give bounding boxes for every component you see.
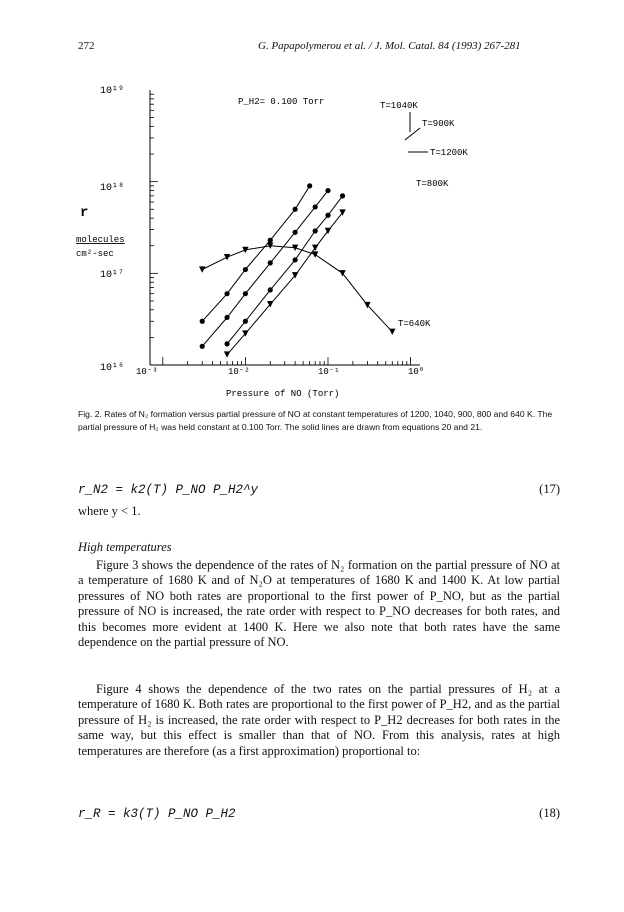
data-point [224, 254, 230, 260]
y-tick-label: 10¹⁷ [100, 270, 125, 281]
section-heading: High temperatures [78, 540, 172, 554]
data-point [307, 183, 312, 188]
data-point [243, 319, 248, 324]
page-number: 272 [78, 40, 95, 52]
data-point [340, 193, 345, 198]
data-point [313, 228, 318, 233]
figure-caption: Fig. 2. Rates of N₂ formation versus partial pressure of NO at constant temperatures of 1200, 1040, 900, 800 and 640 K. The partial pressure of H₂ was held constant at 0.100 Torr. The solid lines are drawn from equations 20 and 21. [78, 409, 553, 432]
data-point [268, 287, 273, 292]
x-tick-label: 10⁰ [408, 367, 425, 377]
equation-18 [78, 806, 560, 821]
equation-number: (18) [539, 806, 560, 820]
series-label: T=1040K [380, 101, 418, 111]
equation-text: r_R = k3(T) P_NO P_H2 [78, 807, 236, 821]
annotation-arrow [405, 128, 420, 140]
series-label: T=900K [422, 119, 455, 129]
data-point [224, 315, 229, 320]
y-axis-label-bottom: cm²-sec [76, 249, 114, 259]
data-point [268, 238, 273, 243]
data-point [268, 260, 273, 265]
x-axis-label: Pressure of NO (Torr) [226, 389, 340, 399]
y-axis-symbol: r [80, 205, 89, 221]
x-tick-label: 10⁻² [228, 367, 250, 377]
data-point [293, 257, 298, 262]
data-point [312, 251, 318, 257]
equation-17 [78, 482, 560, 497]
x-tick-label: 10⁻³ [136, 367, 158, 377]
series-line [202, 186, 310, 321]
series-label: T=1200K [430, 148, 468, 158]
y-tick-label: 10¹⁶ [100, 363, 125, 374]
data-point [224, 351, 230, 357]
series-label: T=640K [398, 319, 431, 329]
y-axis-label-top: molecules [76, 235, 125, 245]
data-point [293, 207, 298, 212]
paragraph-text: Figure 4 shows the dependence of the two rates on the partial pressures of H₂ at a temperature of 1680 K. Both rates are proportional to the first power of P_H2, and as the partial pressure of H₂ is increased, the rate order with respect to P_H2 decreases for both rates in the same way, but this effect is smaller than that of NO. From this analysis, rates at high temperatures are therefore (as a first approximation) proportional to: [78, 682, 560, 758]
figure-chart [70, 80, 570, 400]
data-point [389, 329, 395, 335]
condition-label: P_H2= 0.100 Torr [238, 97, 325, 107]
data-point [293, 230, 298, 235]
paragraph [78, 682, 560, 759]
y-tick-label: 10¹⁸ [100, 183, 125, 194]
data-point [200, 344, 205, 349]
data-point [199, 266, 205, 272]
data-point [243, 291, 248, 296]
running-title: G. Papapolymerou et al. / J. Mol. Catal. 84 (1993) 267-281 [258, 40, 521, 52]
data-point [224, 341, 229, 346]
where-text: where y < 1. [78, 504, 141, 518]
y-tick-label: 10¹⁹ [100, 86, 125, 97]
plot-area [150, 90, 420, 365]
data-point [243, 267, 248, 272]
equation-text: r_N2 = k2(T) P_NO P_H2^y [78, 483, 259, 497]
data-point [200, 319, 205, 324]
series-line [202, 191, 328, 347]
data-point [325, 188, 330, 193]
paragraph-text: Figure 3 shows the dependence of the rates of N₂ formation on the partial pressure of NO at a temperature of 1680 K and of N₂O at temperatures of 1680 K and 1400 K. At low partial pressures of NO both rates are proportional to the first power of P_NO, but as the partial pressure of NO is increased, the rate order with respect to P_NO decreases for both rates, and this becomes more evident at 1400 K. Here we also note that both rates have the same dependence on the partial pressure of NO. [78, 558, 560, 650]
data-point [325, 213, 330, 218]
paragraph [78, 558, 560, 650]
data-point [312, 245, 318, 251]
equation-number: (17) [539, 482, 560, 496]
series-label: T=800K [416, 179, 449, 189]
data-point [224, 291, 229, 296]
data-point [313, 204, 318, 209]
x-tick-label: 10⁻¹ [318, 367, 340, 377]
